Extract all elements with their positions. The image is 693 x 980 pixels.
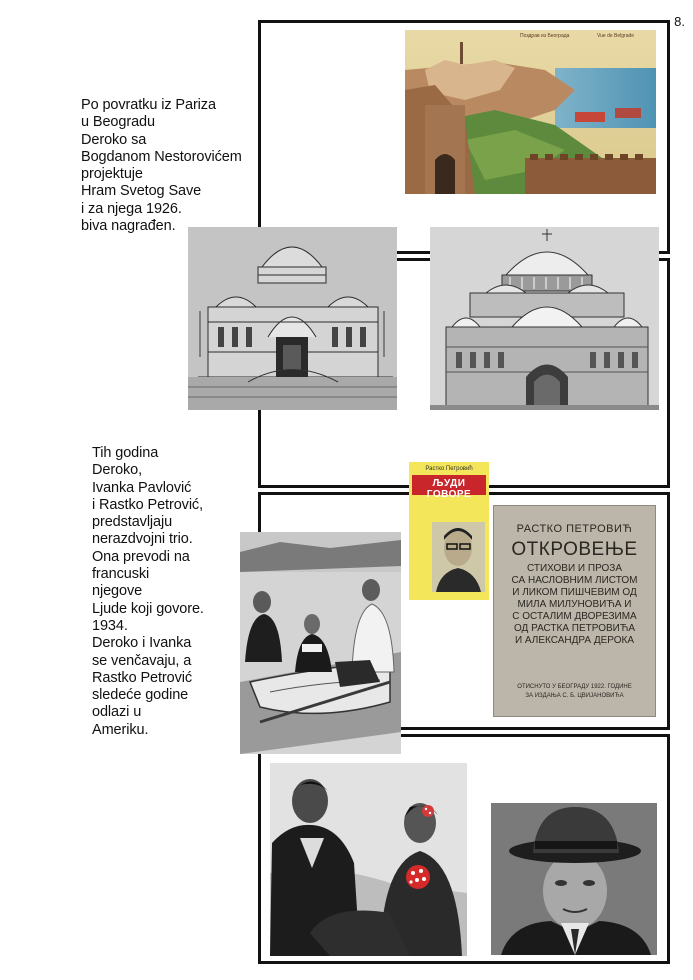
book-cover-otkrovenje — [493, 505, 656, 717]
section-drawing-art — [188, 227, 397, 410]
yellow-book-title: ЉУДИ ГОВОРЕ — [426, 478, 472, 500]
man-with-hat-photo — [491, 803, 657, 955]
facade-drawing-art — [430, 227, 659, 410]
temple-facade-drawing — [430, 227, 659, 410]
text-block-trio: Tih godina Deroko, Ivanka Pavlović i Rastko Petrović, predstavljaju nerazdvojni trio. Ona prevodi na francuski njegove Ljude koji govore. 1934. Deroko i Ivanka se venčavaju, a Rastko Petrović sledeće godine odlazi u Ameriku. — [92, 445, 204, 738]
text-block-temple: Po povratku iz Pariza u Beogradu Deroko sa Bogdanom Nestorovićem projektuje Hram Svetog Save i za njega 1926. biva nagrađen. — [81, 97, 242, 235]
grey-book-title: ОТКРОВЕЊЕ — [511, 539, 638, 560]
postcard-caption-left: Поздрав из Београда — [520, 33, 570, 39]
boat-photo — [240, 532, 401, 754]
grey-book-body: СТИХОВИ И ПРОЗА СА НАСЛОВНИМ ЛИСТОМ И ЛИКОМ ПИШЧЕВИМ ОД МИЛА МИЛУНОВИЋА И С ОСТАЛИМ ДВОРЕЗИМА ОД РАСТКА ПЕТРОВИЋА И АЛЕКСАНДРА ДЕРОКА — [511, 563, 638, 646]
boat-photo-art — [240, 532, 401, 754]
page-number: 8. — [674, 14, 685, 29]
belgrade-postcard — [405, 30, 656, 194]
couple-photo — [270, 763, 467, 956]
grey-book-footer: ОТИСНУТО У БЕОГРАДУ 1922. ГОДИНЕ ЗА ИЗДАЊА С. Б. ЦВИЈАНОВИЋА — [517, 684, 632, 699]
portrait-art — [432, 522, 485, 592]
postcard-illustration — [405, 30, 656, 194]
couple-photo-art — [270, 763, 467, 956]
book-cover-ljudi-govore — [409, 462, 489, 600]
temple-section-drawing — [188, 227, 397, 410]
hat-portrait-art — [491, 803, 657, 955]
yellow-book-portrait — [432, 522, 485, 592]
yellow-book-author: Растко Петровић — [425, 466, 473, 472]
postcard-caption-right: Vue de Belgrade — [597, 33, 635, 39]
grey-book-author: РАСТКО ПЕТРОВИЋ — [516, 523, 633, 535]
